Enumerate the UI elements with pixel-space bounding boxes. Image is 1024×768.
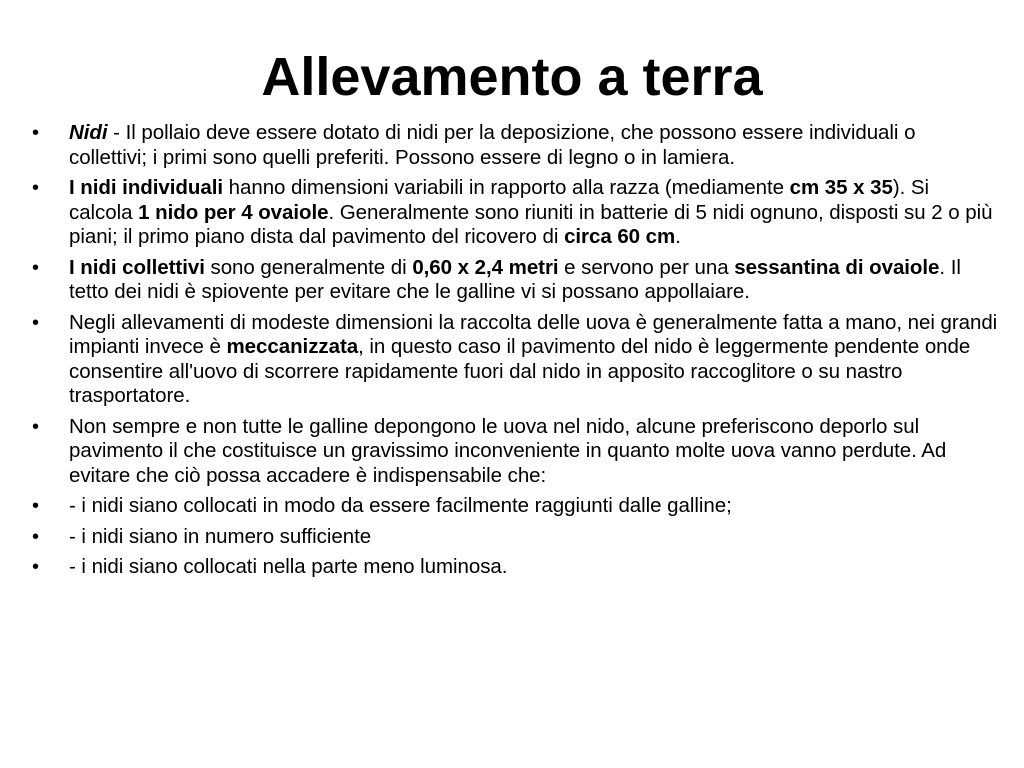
bullet-text: Negli allevamenti di modeste dimensioni la raccolta delle uova è generalmente fatta a mano, nei grandi impianti invece è xyxy=(69,310,998,358)
bullet-raccolta-uova xyxy=(32,311,998,409)
bullet-text: - i nidi siano collocati in modo da essere facilmente raggiunti dalle galline; xyxy=(69,494,732,517)
bullet-lead: Nidi xyxy=(69,121,108,144)
bullet-strong: 0,60 x 2,4 metri xyxy=(412,255,559,279)
bullet-text: . xyxy=(675,225,681,248)
bullet-dot-icon: • xyxy=(32,415,39,438)
bullet-deposizione-pavimento xyxy=(32,415,998,489)
bullet-lead: I nidi collettivi xyxy=(69,255,205,279)
bullet-requisito-accessibili xyxy=(32,494,998,519)
bullet-nidi-individuali xyxy=(32,176,998,250)
bullet-dot-icon: • xyxy=(32,311,39,334)
bullet-dot-icon: • xyxy=(32,177,39,199)
bullet-strong: sessantina di ovaiole xyxy=(734,255,940,279)
bullet-text: ). Si calcola xyxy=(69,176,930,224)
bullet-text: Non sempre e non tutte le galline depongono le uova nel nido, alcune preferiscono deporlo sul pavimento il che costituisce un gravissimo inconveniente in quanto molte uova vanno perdute. Ad evitare che ciò possa accadere è indispensabile che: xyxy=(69,414,947,487)
bullet-strong: circa 60 cm xyxy=(564,225,676,248)
bullet-text: - i nidi siano in numero sufficiente xyxy=(69,524,372,548)
bullet-strong: meccanizzata xyxy=(226,335,359,358)
bullet-strong: 1 nido per 4 ovaiole xyxy=(138,200,329,224)
bullet-text: , in questo caso il pavimento del nido è leggermente pendente onde consentire all'uovo di scorrere rapidamente fuori dal nido in apposito raccoglitore o su nastro trasportatore. xyxy=(69,335,971,407)
bullet-text: - Il pollaio deve essere dotato di nidi per la deposizione, che possono essere individuali o collettivi; i primi sono quelli preferiti. Possono essere di legno o in lamiera. xyxy=(69,121,916,169)
bullet-lead: I nidi individuali xyxy=(69,176,223,199)
bullet-dot-icon: • xyxy=(32,525,39,548)
bullet-text: - i nidi siano collocati nella parte meno luminosa. xyxy=(69,555,508,578)
bullet-nidi-collettivi xyxy=(32,256,998,305)
bullet-text: sono generalmente di xyxy=(204,255,413,279)
bullet-requisito-luminosita xyxy=(32,555,998,580)
bullet-dot-icon: • xyxy=(32,256,39,279)
bullet-text: e servono per una xyxy=(558,255,735,279)
slide-title: Allevamento a terra xyxy=(261,47,763,107)
bullet-strong: cm 35 x 35 xyxy=(789,176,893,199)
bullet-dot-icon: • xyxy=(32,122,39,144)
bullet-requisito-numero xyxy=(32,525,998,550)
bullet-dot-icon: • xyxy=(32,495,39,517)
bullet-text: . Il tetto dei nidi è spiovente per evitare che le galline vi si possano appollaiare. xyxy=(69,255,961,303)
bullet-dot-icon: • xyxy=(32,556,39,578)
bullet-text: . Generalmente sono riuniti in batterie di 5 nidi ognuno, disposti su 2 o più piani; il primo piano dista dal pavimento del ricovero di xyxy=(69,200,993,248)
bullet-list xyxy=(32,121,998,586)
bullet-nidi xyxy=(32,121,998,170)
bullet-text: hanno dimensioni variabili in rapporto alla razza (mediamente xyxy=(223,176,790,199)
